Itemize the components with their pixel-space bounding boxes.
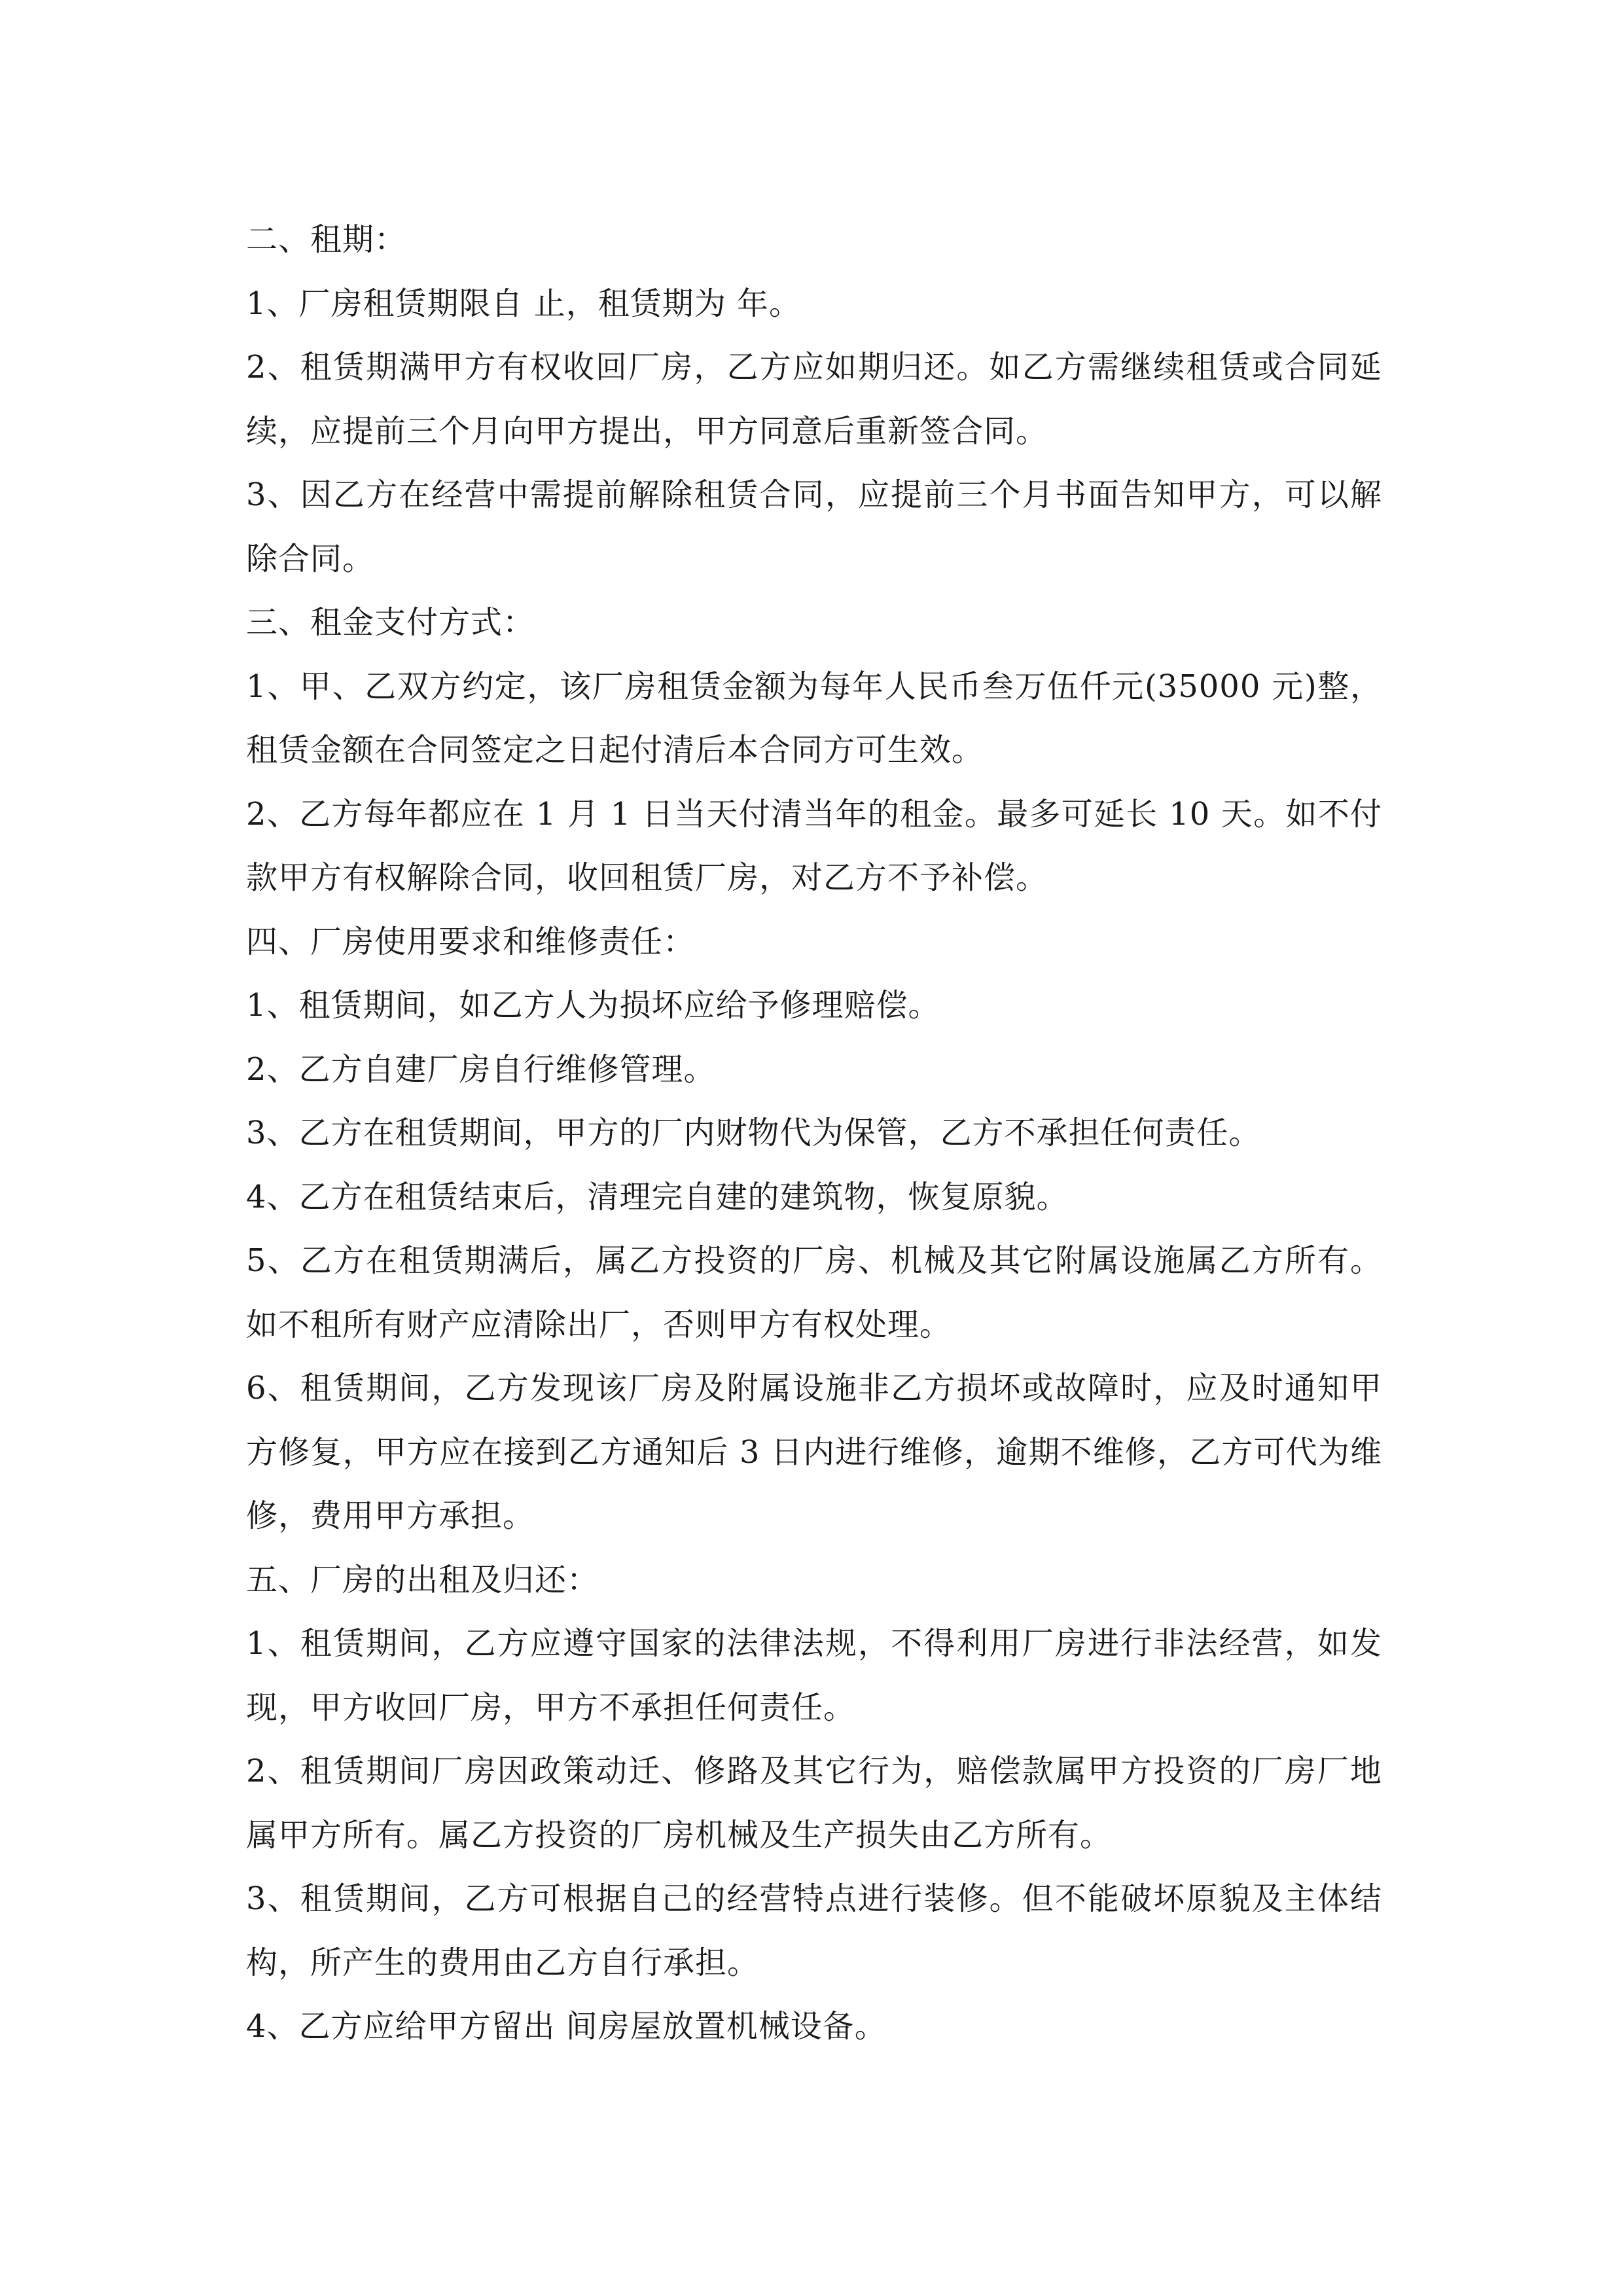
section-heading-lease-term: 二、租期： [246,221,407,258]
clause-4-4: 4、乙方在租赁结束后，清理完自建的建筑物，恢复原貌。 [246,1178,1069,1215]
section-heading-rental-return: 五、厂房的出租及归还： [246,1561,599,1598]
clause-4-3: 3、乙方在租赁期间，甲方的厂内财物代为保管，乙方不承担任何责任。 [246,1115,1261,1151]
clause-3-1: 1、甲、乙双方约定，该厂房租赁金额为每年人民币叁万伍仟元(35000 元)整，租赁金额在合同签定之日起付清后本合同方可生效。 [246,668,1382,768]
clause-4-2: 2、乙方自建厂房自行维修管理。 [246,1050,716,1088]
clause-4-6: 6、租赁期间，乙方发现该厂房及附属设施非乙方损坏或故障时，应及时通知甲方修复，甲方应在接到乙方通知后 3 日内进行维修，逾期不维修，乙方可代为维修，费用甲方承担。 [246,1370,1382,1534]
section-heading-payment: 三、租金支付方式： [246,604,535,641]
clause-4-5: 5、乙方在租赁期满后，属乙方投资的厂房、机械及其它附属设施属乙方所有。如不租所有财产应清除出厂，否则甲方有权处理。 [246,1242,1382,1343]
section-heading-usage-maintenance: 四、厂房使用要求和维修责任： [246,923,696,960]
clause-5-3: 3、租赁期间，乙方可根据自己的经营特点进行装修。但不能破坏原貌及主体结构，所产生的费用由乙方自行承担。 [246,1880,1382,1981]
clause-2-1: 1、厂房租赁期限自 止，租赁期为 年。 [246,285,802,322]
clause-5-2: 2、租赁期间厂房因政策动迁、修路及其它行为，赔偿款属甲方投资的厂房厂地属甲方所有。属乙方投资的厂房机械及生产损失由乙方所有。 [246,1753,1382,1854]
clause-2-2: 2、租赁期满甲方有权收回厂房，乙方应如期归还。如乙方需继续租赁或合同延续，应提前三个月向甲方提出，甲方同意后重新签合同。 [246,349,1382,450]
clause-4-1: 1、租赁期间，如乙方人为损坏应给予修理赔偿。 [246,987,940,1024]
clause-3-2: 2、乙方每年都应在 1 月 1 日当天付清当年的租金。最多可延长 10 天。如不付款甲方有权解除合同，收回租赁厂房，对乙方不予补偿。 [246,795,1382,896]
clause-2-3: 3、因乙方在经营中需提前解除租赁合同，应提前三个月书面告知甲方，可以解除合同。 [246,476,1382,577]
clause-5-1: 1、租赁期间，乙方应遵守国家的法律法规，不得利用厂房进行非法经营，如发现，甲方收回厂房，甲方不承担任何责任。 [246,1625,1382,1726]
clause-5-4: 4、乙方应给甲方留出 间房屋放置机械设备。 [246,2008,887,2045]
document-body [246,208,1382,2059]
